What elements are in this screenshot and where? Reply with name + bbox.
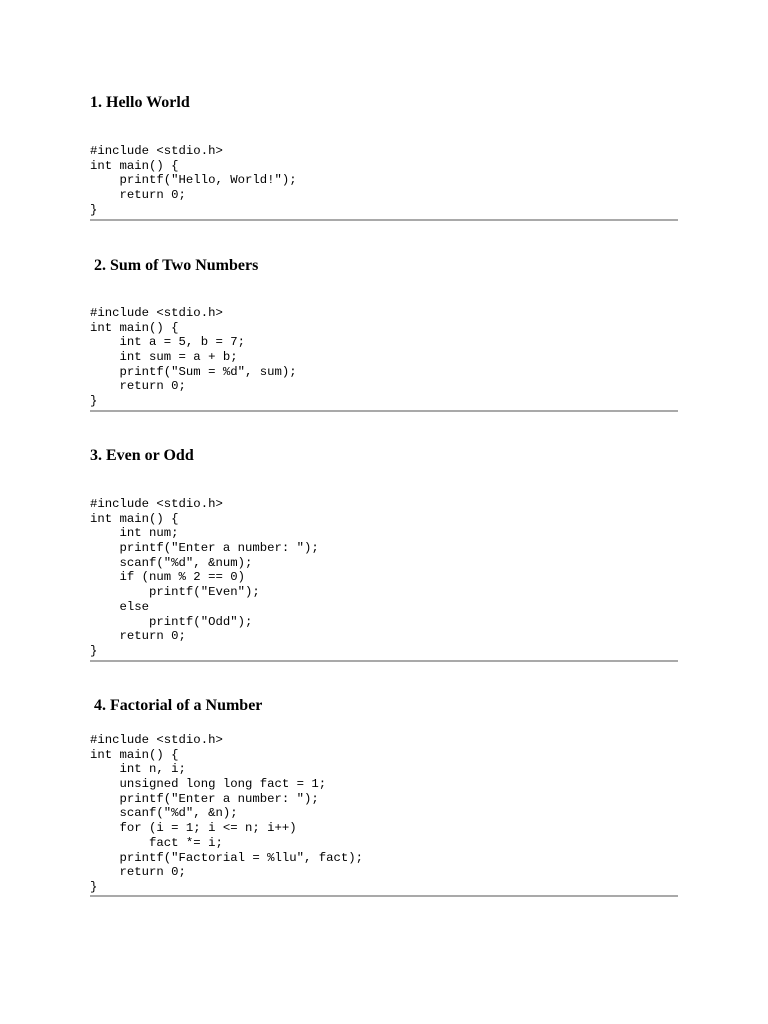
section-divider: [90, 219, 678, 221]
code-line: }: [90, 394, 98, 409]
code-line: scanf("%d", &num);: [90, 555, 253, 570]
code-line: scanf("%d", &n);: [90, 806, 238, 821]
section-heading: 2. Sum of Two Numbers: [94, 257, 259, 274]
code-line: #include <stdio.h>: [90, 497, 223, 511]
code-line: int main() {: [90, 158, 179, 173]
section-divider: [90, 410, 678, 412]
code-line: if (num % 2 == 0): [90, 570, 245, 585]
code-line: }: [90, 879, 98, 894]
code-block: [90, 306, 297, 409]
code-block: [90, 733, 363, 895]
code-line: #include <stdio.h>: [90, 306, 223, 320]
section-divider: [90, 895, 678, 897]
code-line: return 0;: [90, 629, 186, 644]
code-line: int num;: [90, 526, 179, 541]
code-line: }: [90, 202, 98, 217]
code-block: [90, 144, 297, 217]
code-line: }: [90, 643, 98, 658]
code-line: printf("Sum = %d", sum);: [90, 364, 297, 379]
code-line: int main() {: [90, 747, 179, 762]
code-line: int main() {: [90, 511, 179, 526]
code-line: printf("Hello, World!");: [90, 173, 297, 188]
code-line: int n, i;: [90, 762, 186, 777]
section-heading: 4. Factorial of a Number: [94, 697, 263, 714]
code-line: #include <stdio.h>: [90, 733, 223, 747]
code-line: printf("Enter a number: ");: [90, 541, 319, 556]
code-line: return 0;: [90, 865, 186, 880]
code-line: printf("Enter a number: ");: [90, 791, 319, 806]
code-line: int sum = a + b;: [90, 350, 238, 365]
section-divider: [90, 660, 678, 662]
section-heading: 3. Even or Odd: [90, 447, 194, 464]
code-line: return 0;: [90, 379, 186, 394]
code-line: #include <stdio.h>: [90, 144, 223, 158]
code-line: int a = 5, b = 7;: [90, 335, 245, 350]
code-line: fact *= i;: [90, 835, 223, 850]
section-heading: 1. Hello World: [90, 94, 190, 111]
code-block: [90, 497, 319, 659]
code-line: unsigned long long fact = 1;: [90, 777, 327, 792]
code-line: printf("Odd");: [90, 614, 253, 629]
code-line: for (i = 1; i <= n; i++): [90, 821, 297, 836]
code-line: return 0;: [90, 188, 186, 203]
code-line: printf("Even");: [90, 585, 260, 600]
code-line: int main() {: [90, 320, 179, 335]
code-line: printf("Factorial = %llu", fact);: [90, 850, 364, 865]
code-line: else: [90, 599, 150, 614]
